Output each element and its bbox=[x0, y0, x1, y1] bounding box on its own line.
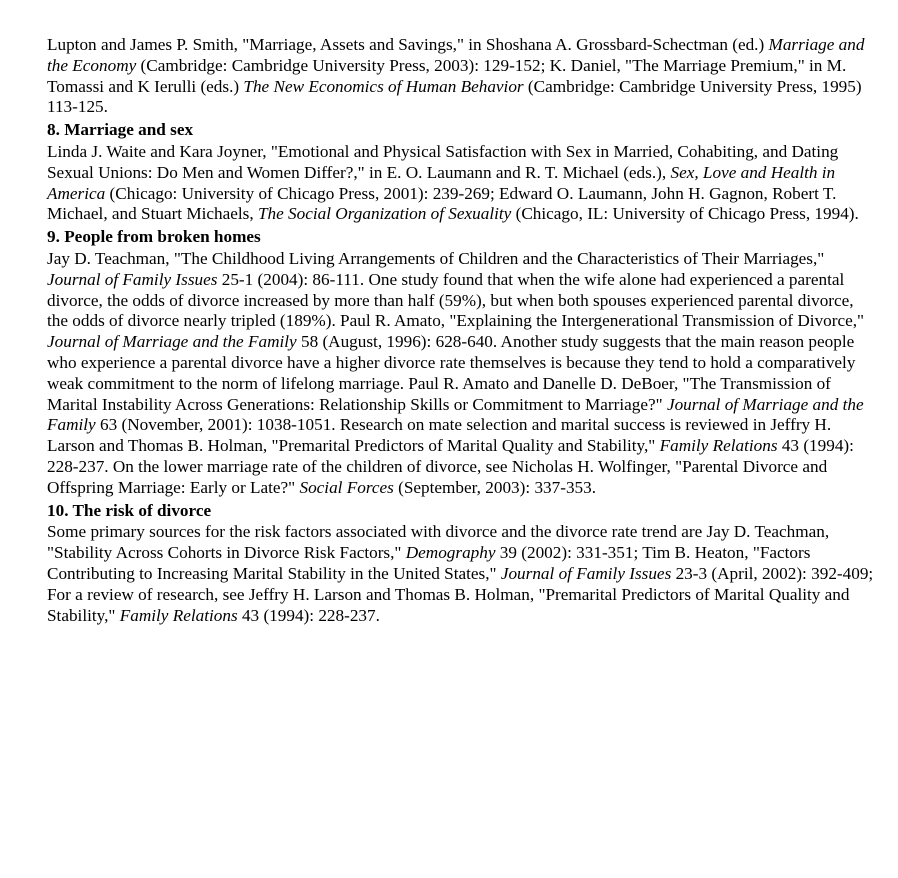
book-title: Marriage and the Economy bbox=[47, 35, 865, 75]
text-run: 58 (August, 1996): 628-640. Another study suggests that the main reason people who experience a parental divorce have a higher divorce rate themselves is because they tend to hold a comparatively weak commitment to the norm of lifelong marriage. Paul R. Amato and Danelle D. DeBoer, "The Transmission of Marital Instability Across Generations: Relationship Skills or Commitment to Marriage?" bbox=[47, 332, 856, 414]
book-title: The Social Organization of Sexuality bbox=[257, 204, 512, 224]
book-title: The New Economics of Human Behavior bbox=[243, 76, 524, 96]
text-run: 63 (November, 2001): 1038-1051. Research on mate selection and marital success is reviewed in Jeffry H. Larson and Thomas B. Holman, "Premarital Predictors of Marital Quality and Stability," bbox=[47, 415, 832, 456]
section-heading-marriage-and-sex: 8. Marriage and sex bbox=[47, 120, 194, 140]
journal-title: Family Relations bbox=[119, 605, 238, 625]
document-page bbox=[47, 35, 877, 626]
section-heading-broken-homes: 9. People from broken homes bbox=[47, 227, 261, 247]
paragraph-broken-homes bbox=[47, 249, 877, 499]
paragraph-continued-citations bbox=[47, 35, 877, 118]
paragraph-risk-of-divorce bbox=[47, 522, 877, 626]
journal-title: Family Relations bbox=[659, 436, 778, 456]
text-run: Some primary sources for the risk factors associated with divorce and the divorce rate trend are Jay D. Teachman, "Stability Across Cohorts in Divorce Risk Factors," bbox=[47, 522, 830, 563]
paragraph-marriage-and-sex bbox=[47, 142, 877, 225]
journal-title: Journal of Family Issues bbox=[500, 563, 672, 583]
text-run: (Cambridge: Cambridge University Press, 2003): 129-152; K. Daniel, "The Marriage Premium," in M. Tomassi and K Ierulli (eds.) bbox=[47, 55, 847, 96]
book-title: Sex, Love and Health in America bbox=[47, 162, 836, 203]
text-run: 43 (1994): 228-237. On the lower marriage rate of the children of divorce, see Nicholas H. Wolfinger, "Parental Divorce and Offspring Marriage: Early or Late?" bbox=[47, 436, 854, 497]
text-run: (Chicago: University of Chicago Press, 2001): 239-269; Edward O. Laumann, John H. Gagnon, Robert T. Michael, and Stuart Michaels, bbox=[47, 183, 837, 224]
text-run: (September, 2003): 337-353. bbox=[393, 477, 597, 497]
text-run: Lupton and James P. Smith, "Marriage, Assets and Savings," in Shoshana A. Grossbard-Schectman (ed.) bbox=[47, 35, 769, 54]
text-run: Linda J. Waite and Kara Joyner, "Emotional and Physical Satisfaction with Sex in Married, Cohabiting, and Dating Sexual Unions: Do Men and Women Differ?," in E. O. Laumann and R. T. Michael (eds.), bbox=[47, 141, 839, 182]
text-run: (Chicago, IL: University of Chicago Press, 1994). bbox=[511, 204, 859, 224]
journal-title: Demography bbox=[405, 543, 496, 563]
text-run: (Cambridge: Cambridge University Press, 1995) 113-125. bbox=[47, 76, 862, 117]
journal-title: Journal of Marriage and the Family bbox=[47, 332, 297, 352]
text-run: 23-3 (April, 2002): 392-409; For a review of research, see Jeffry H. Larson and Thomas B. Holman, "Premarital Predictors of Marital Quality and Stability," bbox=[47, 563, 874, 625]
journal-title: Social Forces bbox=[299, 477, 394, 497]
journal-title: Journal of Family Issues bbox=[47, 269, 218, 289]
journal-title: Journal of Marriage and the Family bbox=[47, 394, 864, 435]
text-run: 25-1 (2004): 86-111. One study found that when the wife alone had experienced a parental divorce, the odds of divorce increased by more than half (59%), but when both spouses experienced parental divorce, the odds of divorce nearly tripled (189%). Paul R. Amato, "Explaining the Intergenerational Transmission of Divorce," bbox=[47, 269, 865, 331]
section-heading-risk-of-divorce: 10. The risk of divorce bbox=[47, 500, 212, 520]
text-run: 39 (2002): 331-351; Tim B. Heaton, "Factors Contributing to Increasing Marital Stability in the United States," bbox=[47, 543, 811, 583]
text-run: 43 (1994): 228-237. bbox=[237, 605, 380, 625]
text-run: Jay D. Teachman, "The Childhood Living Arrangements of Children and the Characteristics of Their Marriages," bbox=[47, 248, 825, 268]
